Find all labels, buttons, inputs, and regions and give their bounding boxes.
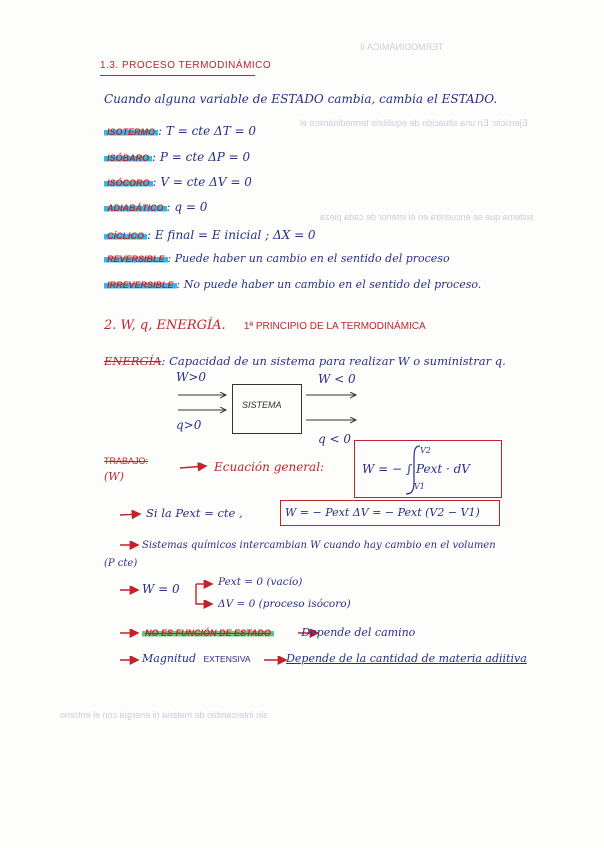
w-zero-bracket (196, 584, 212, 604)
ecuacion-formula: W = − ∫ Pext · dV (362, 462, 470, 476)
process-item-adiabatico: ADIABÁTICO : q = 0 (104, 200, 207, 214)
process-item-formula: No puede haber un cambio en el sentido del proceso. (183, 278, 482, 291)
magnitud-word: Magnitud (142, 652, 197, 665)
w-zero-case-isocoric: ΔV = 0 (proceso isócoro) (218, 598, 351, 610)
section-2-title: 1ª PRINCIPIO DE LA TERMODINÁMICA (243, 321, 426, 332)
term-highlight: IRREVERSIBLE (104, 280, 177, 290)
trabajo-symbol: (W) (104, 470, 124, 483)
section-2-number: 2. W, q, ENERGÍA. (104, 318, 226, 333)
process-item-ciclico: CÍCLICO : E final = E inicial ; ΔX = 0 (104, 228, 316, 242)
section-1-heading: 1.3. PROCESO TERMODINÁMICO (100, 60, 272, 71)
process-item-isocoro: ISÓCORO : V = cte ΔV = 0 (104, 175, 252, 189)
term-highlight: ISÓBARO (104, 153, 152, 163)
bleed-through-line: TERMODINÁMICA II (360, 42, 444, 52)
extensiva-word: EXTENSIVA (203, 654, 251, 664)
bleed-through-line: Ejercicio: En una situación de equilibrio termodinámico el (300, 118, 528, 128)
w-zero-label: W = 0 (142, 582, 180, 596)
no-state-function-row (142, 626, 415, 639)
pext-constant-condition: Si la Pext = cte , (146, 506, 243, 520)
extensive-magnitude-row (142, 652, 527, 665)
process-item-irreversible: IRREVERSIBLE : No puede haber un cambio en el sentido del proceso. (104, 278, 481, 291)
process-item-formula: T = cte ΔT = 0 (165, 124, 257, 138)
term-highlight: CÍCLICO (104, 231, 147, 241)
term-highlight: ISOTERMO (104, 127, 158, 137)
pext-constant-formula: W = − Pext ΔV = − Pext (V2 − V1) (285, 506, 480, 519)
process-item-formula: V = cte ΔV = 0 (160, 175, 252, 189)
process-item-formula: q = 0 (174, 200, 208, 214)
q-negative-label: q < 0 (318, 432, 351, 446)
trabajo-term: TRABAJO: (104, 456, 149, 466)
integral-lower-limit: V1 (414, 482, 425, 491)
term-highlight: ADIABÁTICO (104, 203, 167, 213)
term-highlight: ISÓCORO (104, 178, 153, 188)
no-state-function-text: Depende del camino (301, 626, 416, 639)
inflow-arrows (178, 395, 226, 410)
w-zero-case-vacuum: Pext = 0 (vacío) (218, 576, 303, 588)
energia-text: : Capacidad de un sistema para realizar W o suministrar q. (161, 354, 506, 368)
energia-term: ENERGÍA (104, 354, 162, 368)
w-negative-label: W < 0 (318, 372, 356, 386)
magnitud-description: Depende de la cantidad de materia adiitiva (286, 652, 527, 665)
integral-upper-limit: V2 (420, 446, 431, 455)
bleed-through-line: sistema que se encuentra en el interior de cada pieza (320, 212, 534, 222)
outflow-arrows (306, 395, 356, 420)
process-item-isotermo: ISOTERMO : T = cte ΔT = 0 (104, 124, 256, 138)
process-item-reversible: REVERSIBLE : Puede haber un cambio en el sentido del proceso (104, 252, 450, 265)
sistemas-quimicos-note-2: (P cte) (104, 558, 138, 569)
state-change-intro: Cuando alguna variable de ESTADO cambia, cambia el ESTADO. (104, 92, 498, 106)
q-positive-label: q>0 (176, 418, 202, 432)
sistemas-quimicos-note: Sistemas químicos intercambian W cuando hay cambio en el volumen (142, 540, 496, 551)
w-positive-label: W>0 (176, 370, 207, 384)
term-highlight: REVERSIBLE (104, 254, 168, 264)
system-label: SISTEMA (242, 400, 282, 410)
process-item-formula: E final = E inicial ; ΔX = 0 (154, 228, 316, 242)
bleed-through-line: sin intercambio de materia ni energía con el entorno (60, 710, 268, 720)
process-item-isobaro: ISÓBARO : P = cte ΔP = 0 (104, 150, 250, 164)
no-state-function-term: NO ES FUNCIÓN DE ESTADO (142, 628, 274, 638)
ecuacion-general-label: Ecuación general: (214, 460, 325, 474)
process-item-formula: Puede haber un cambio en el sentido del proceso (174, 252, 450, 265)
process-item-formula: P = cte ΔP = 0 (159, 150, 251, 164)
